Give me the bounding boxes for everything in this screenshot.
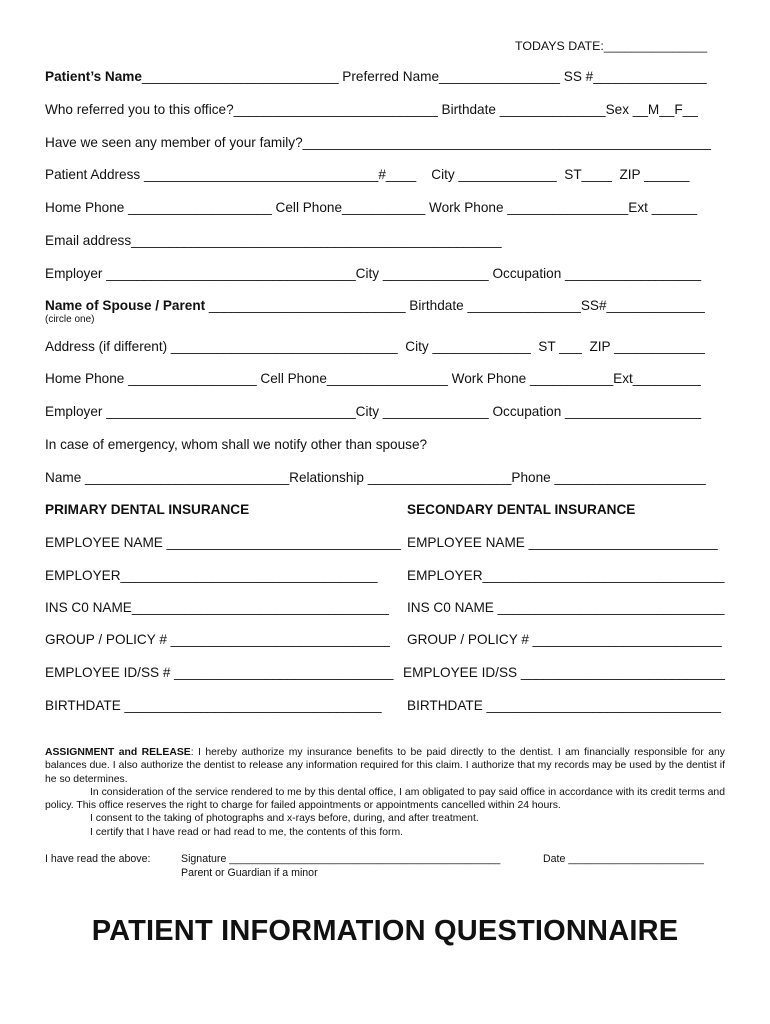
secondary-employee-name[interactable]: EMPLOYEE NAME _________________________ — [407, 535, 718, 550]
primary-ins-co-name[interactable]: INS C0 NAME__________________________________ — [45, 600, 389, 615]
family-row[interactable]: Have we seen any member of your family?______________________________________________________ — [45, 135, 711, 150]
emergency-question: In case of emergency, whom shall we notify other than spouse? — [45, 437, 428, 452]
referred-row[interactable]: Who referred you to this office?___________________________ Birthdate ______________Sex __M__F__ — [45, 102, 698, 117]
secondary-group-policy[interactable]: GROUP / POLICY # _________________________ — [407, 632, 722, 647]
patient-phones-row[interactable]: Home Phone ___________________ Cell Phone___________ Work Phone ________________Ext ______ — [45, 200, 698, 215]
patient-name-rest[interactable]: __________________________ Preferred Name________________ SS #_______________ — [141, 69, 707, 84]
primary-group-policy[interactable]: GROUP / POLICY # _____________________________ — [45, 632, 390, 647]
assignment-release — [45, 746, 725, 839]
guardian-note: Parent or Guardian if a minor — [181, 867, 318, 879]
secondary-employee-id[interactable]: EMPLOYEE ID/SS ___________________________ — [403, 665, 725, 680]
patient-name-row[interactable] — [45, 69, 707, 85]
date-field[interactable]: Date _______________________ — [543, 853, 704, 865]
todays-date-field[interactable]: TODAYS DATE:_______________ — [515, 39, 708, 53]
secondary-employer[interactable]: EMPLOYER________________________________ — [407, 568, 725, 583]
page-title: PATIENT INFORMATION QUESTIONNAIRE — [91, 915, 679, 947]
spouse-name-row[interactable] — [45, 298, 705, 314]
release-para-3: I consent to the taking of photographs and x-rays before, during, and after treatment. — [90, 813, 479, 825]
secondary-birthdate[interactable]: BIRTHDATE _______________________________ — [407, 698, 721, 713]
spouse-employer-row[interactable]: Employer _________________________________City ______________ Occupation __________________ — [45, 404, 702, 419]
patient-name-label: Patient’s Name — [45, 69, 142, 84]
spouse-address-row[interactable]: Address (if different) ______________________________ City _____________ ST ___ ZIP ____________ — [45, 339, 705, 354]
emergency-contact-row[interactable]: Name ___________________________Relationship ___________________Phone ____________________ — [45, 470, 706, 485]
spouse-name-label: Name of Spouse / Parent — [45, 298, 206, 313]
release-label: ASSIGNMENT and RELEASE — [45, 747, 191, 758]
signature-field[interactable]: Signature ______________________________________________ — [181, 853, 501, 865]
release-para-1 — [45, 746, 725, 786]
primary-birthdate[interactable]: BIRTHDATE __________________________________ — [45, 698, 382, 713]
signature-row — [45, 852, 704, 922]
release-para-4: I certify that I have read or had read to me, the contents of this form. — [90, 826, 404, 838]
spouse-phones-row[interactable]: Home Phone _________________ Cell Phone________________ Work Phone ___________Ext_________ — [45, 371, 701, 386]
release-para-2: In consideration of the service rendered to me by this dental office, I am obligated to pay said office in accordance with its credit terms and policy. This office reserves the right to charge for failed appointments or appointments cancelled within 24 hours. — [45, 786, 725, 812]
primary-employee-name[interactable]: EMPLOYEE NAME _______________________________ — [45, 535, 401, 550]
read-above-label: I have read the above: — [45, 853, 151, 865]
email-row[interactable]: Email address_________________________________________________ — [45, 233, 502, 248]
spouse-name-rest[interactable]: __________________________ Birthdate _______________SS#_____________ — [205, 298, 705, 313]
release-para-1-text: : I hereby authorize my insurance benefits to be paid directly to the dentist. I am financially responsible for any balances due. I also authorize the dentist to release any information required for this claim. I authorize that my records may be used by the dentist if he so determines. — [45, 747, 725, 785]
patient-address-row[interactable]: Patient Address _______________________________#____ City _____________ ST____ ZIP ______ — [45, 167, 690, 182]
primary-employee-id[interactable]: EMPLOYEE ID/SS # _____________________________ — [45, 665, 394, 680]
patient-employer-row[interactable]: Employer _________________________________City ______________ Occupation __________________ — [45, 266, 702, 281]
primary-employer[interactable]: EMPLOYER__________________________________ — [45, 568, 378, 583]
circle-one-note: (circle one) — [45, 314, 95, 325]
secondary-ins-co-name[interactable]: INS C0 NAME ______________________________ — [407, 600, 725, 615]
secondary-insurance-heading: SECONDARY DENTAL INSURANCE — [407, 502, 636, 517]
primary-insurance-heading: PRIMARY DENTAL INSURANCE — [45, 502, 250, 517]
